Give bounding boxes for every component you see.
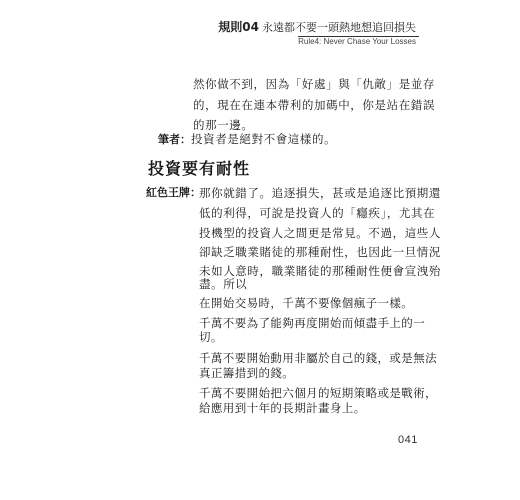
- rule-line: 切。: [199, 330, 223, 344]
- intro-line: 的，現在在連本帶利的加碼中，你是站在錯誤: [193, 98, 435, 112]
- rule-line: 千萬不要開始把六個月的短期策略或是戰術，: [199, 386, 437, 400]
- header-title-en: Rule4: Never Chase Your Losses: [298, 37, 416, 46]
- intro-line: 的那一邊。: [193, 118, 254, 132]
- speaker-line: 投機型的投資人之間更是常見。不過，這些人: [199, 226, 441, 240]
- page-number: 041: [398, 434, 418, 446]
- rule-line: 給應用到十年的長期計畫身上。: [199, 401, 366, 415]
- header-chapter: 規則04: [218, 20, 259, 34]
- speaker-label: 紅色王牌：: [146, 186, 201, 199]
- speaker-line: 未如人意時，職業賭徒的那種耐性便會宣洩殆: [199, 264, 441, 278]
- writer-paragraph: [158, 132, 336, 147]
- section-title: 投資要有耐性: [148, 159, 251, 178]
- rule-line: 千萬不要開始動用非屬於自己的錢，或是無法: [199, 351, 437, 365]
- writer-label: 筆者：: [158, 133, 191, 146]
- running-header: [218, 20, 416, 47]
- header-chapter-line: [218, 20, 416, 35]
- header-title-zh: 永遠都不要一頭熱地想追回損失: [262, 21, 416, 34]
- speaker-line: 低的利得，可說是投資人的「癮疾」，尤其在: [199, 206, 436, 220]
- rule-line: 在開始交易時，千萬不要像個瘋子一樣。: [199, 296, 414, 310]
- speaker-line: 卻缺乏職業賭徒的那種耐性，也因此一旦情況: [199, 245, 441, 259]
- speaker-line: 盡。所以: [199, 277, 248, 291]
- rule-line: 真正籌措到的錢。: [199, 366, 295, 380]
- intro-line: 然你做不到，因為「好處」與「仇敵」是並存: [193, 77, 435, 91]
- speaker-line: 那你就錯了。追逐損失，甚或是追逐比預期還: [199, 186, 441, 200]
- writer-text: 投資者是絕對不會這樣的。: [191, 132, 337, 146]
- header-rule: [298, 36, 419, 37]
- rule-line: 千萬不要為了能夠再度開始而傾盡手上的一: [199, 316, 426, 330]
